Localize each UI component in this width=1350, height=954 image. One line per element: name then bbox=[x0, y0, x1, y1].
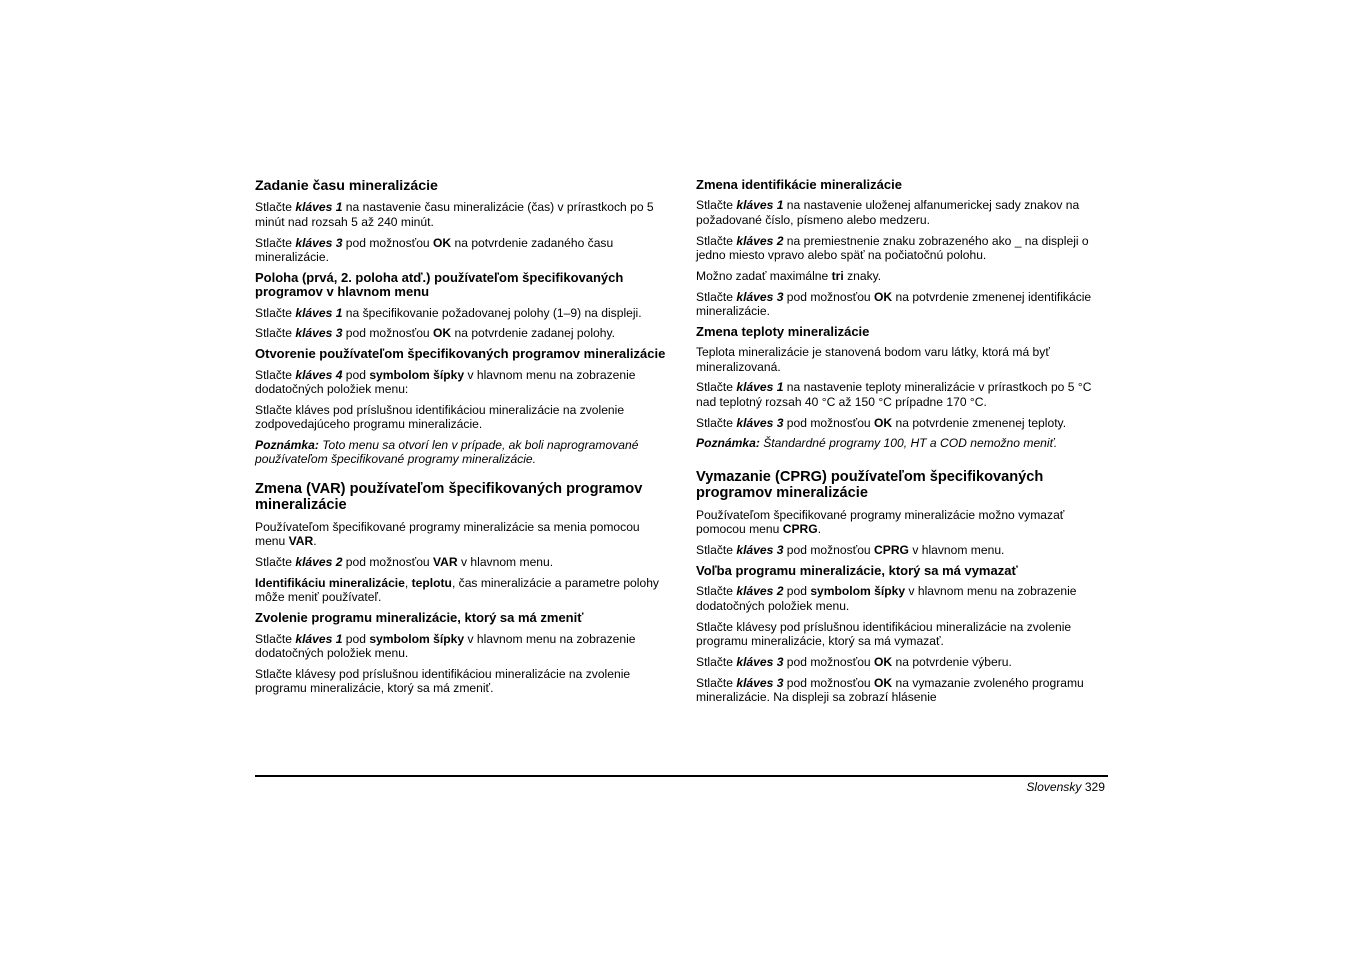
subsection-heading: Otvorenie používateľom špecifikovaných programov mineralizácie bbox=[255, 346, 666, 362]
paragraph: Stlačte klávesy pod príslušnou identifikáciou mineralizácie na zvolenie programu mineralizácie, ktorý sa má vymazať. bbox=[696, 619, 1072, 649]
paragraph: Stlačte kláves 3 pod možnosťou OK na potvrdenie zmenenej identifikácie mineralizácie. bbox=[696, 289, 1092, 319]
subsection-heading: Zvolenie programu mineralizácie, ktorý sa má zmeniť bbox=[255, 610, 584, 626]
section-heading: Zmena (VAR) používateľom špecifikovaných programov mineralizácie bbox=[255, 480, 643, 514]
page-footer bbox=[1026, 780, 1105, 794]
section-heading: Vymazanie (CPRG) používateľom špecifikovaných programov mineralizácie bbox=[696, 468, 1044, 502]
paragraph: Stlačte kláves pod príslušnou identifikáciou mineralizácie na zvolenie zodpovedajúceho programu mineralizácie. bbox=[255, 402, 625, 432]
paragraph: Stlačte kláves 1 na nastavenie času mineralizácie (čas) v prírastkoch po 5 minút nad rozsah 5 až 240 minút. bbox=[255, 200, 654, 229]
left-column bbox=[255, 178, 667, 702]
section-heading: Zadanie času mineralizácie bbox=[255, 178, 438, 194]
note: Poznámka: Toto menu sa otvorí len v prípade, ak boli naprogramované používateľom špecifikované programy mineralizácie. bbox=[255, 438, 639, 467]
paragraph: Stlačte kláves 3 pod možnosťou OK na potvrdenie zmenenej teploty. bbox=[696, 415, 1067, 430]
paragraph: Stlačte kláves 1 na nastavenie uloženej alfanumerickej sady znakov na požadované číslo, písmeno alebo medzeru. bbox=[696, 198, 1080, 227]
paragraph: Stlačte kláves 4 pod symbolom šípky v hlavnom menu na zobrazenie dodatočných položiek menu: bbox=[255, 367, 636, 397]
paragraph: Stlačte kláves 3 pod možnosťou OK na vymazanie zvoleného programu mineralizácie. Na displeji sa zobrazí hlásenie bbox=[696, 675, 1084, 705]
subsection-heading: Zmena teploty mineralizácie bbox=[696, 323, 870, 339]
paragraph: Možno zadať maximálne tri znaky. bbox=[696, 268, 882, 283]
subsection-heading: Zmena identifikácie mineralizácie bbox=[696, 177, 902, 192]
paragraph: Stlačte kláves 3 pod možnosťou OK na potvrdenie zadanej polohy. bbox=[255, 326, 615, 341]
paragraph: Stlačte kláves 2 pod symbolom šípky v hlavnom menu na zobrazenie dodatočných položiek menu. bbox=[696, 584, 1077, 613]
paragraph: Stlačte kláves 2 na premiestnenie znaku zobrazeného ako _ na displeji o jedno miesto vpravo alebo späť na počiatočnú polohu. bbox=[696, 233, 1089, 263]
paragraph: Používateľom špecifikované programy mineralizácie sa menia pomocou menu VAR. bbox=[255, 520, 640, 549]
paragraph: Stlačte kláves 3 pod možnosťou CPRG v hlavnom menu. bbox=[696, 543, 1005, 558]
paragraph: Stlačte kláves 2 pod možnosťou VAR v hlavnom menu. bbox=[255, 555, 554, 570]
paragraph: Stlačte kláves 3 pod možnosťou OK na potvrdenie výberu. bbox=[696, 654, 1012, 669]
footer-divider bbox=[255, 775, 1108, 777]
paragraph: Stlačte kláves 3 pod možnosťou OK na potvrdenie zadaného času mineralizácie. bbox=[255, 235, 614, 265]
paragraph: Stlačte kláves 1 na špecifikovanie požadovanej polohy (1–9) na displeji. bbox=[255, 305, 642, 320]
right-column bbox=[696, 178, 1110, 711]
subsection-heading: Poloha (prvá, 2. poloha atď.) používateľom špecifikovaných programov v hlavnom menu bbox=[255, 269, 624, 300]
paragraph: Používateľom špecifikované programy mineralizácie možno vymazať pomocou menu CPRG. bbox=[696, 508, 1065, 537]
footer-language: Slovensky bbox=[1026, 780, 1082, 794]
paragraph: Identifikáciu mineralizácie, teplotu, čas mineralizácie a parametre polohy môže meniť používateľ. bbox=[255, 576, 659, 605]
subsection-heading: Voľba programu mineralizácie, ktorý sa má vymazať bbox=[696, 563, 1018, 579]
page-number: 329 bbox=[1084, 780, 1105, 794]
paragraph: Stlačte kláves 1 na nastavenie teploty mineralizácie v prírastkoch po 5 °C nad teplotný rozsah 40 °C až 150 °C prípadne 170 °C. bbox=[696, 380, 1092, 409]
paragraph: Teplota mineralizácie je stanovená bodom varu látky, ktorá má byť mineralizovaná. bbox=[696, 345, 1050, 374]
paragraph: Stlačte klávesy pod príslušnou identifikáciou mineralizácie na zvolenie programu mineralizácie, ktorý sa má zmeniť. bbox=[255, 666, 631, 696]
note: Poznámka: Štandardné programy 100, HT a COD nemožno meniť. bbox=[696, 436, 1058, 451]
paragraph: Stlačte kláves 1 pod symbolom šípky v hlavnom menu na zobrazenie dodatočných položiek menu. bbox=[255, 631, 636, 661]
